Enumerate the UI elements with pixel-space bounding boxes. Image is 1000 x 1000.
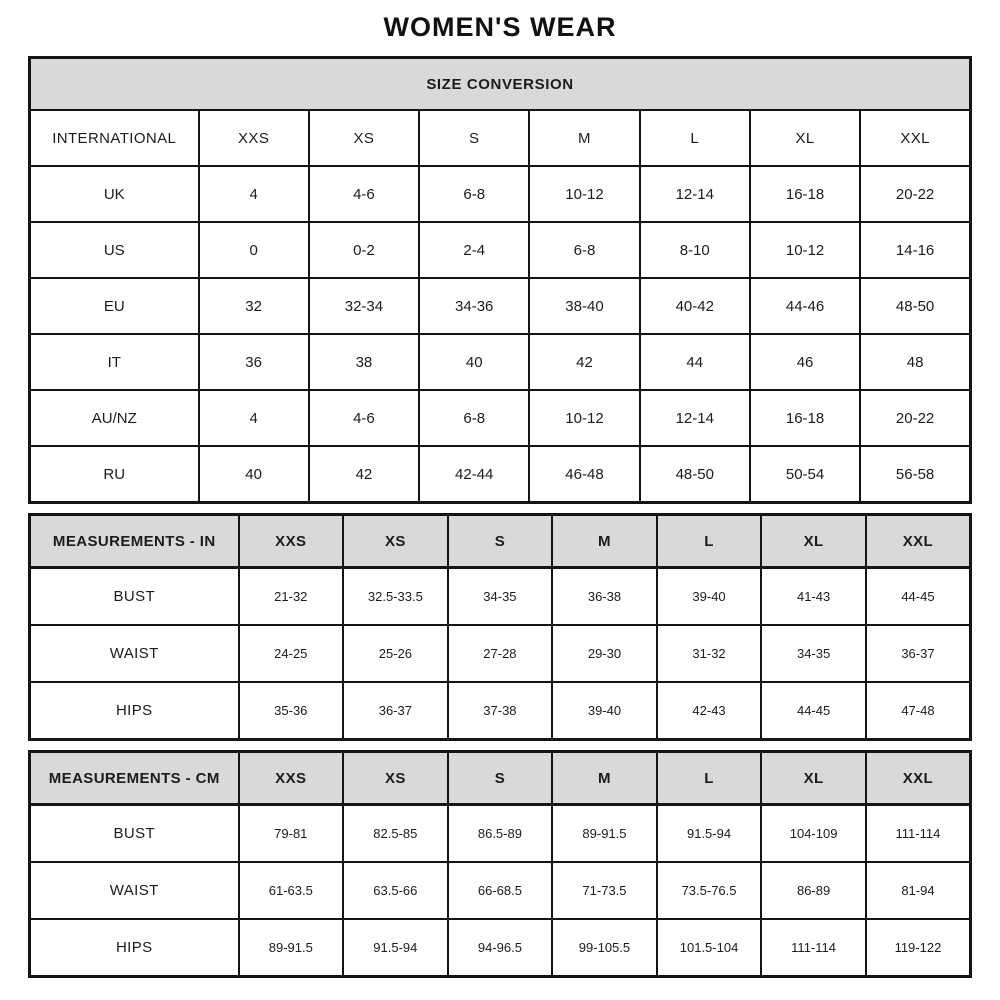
table-cell: 40	[199, 446, 309, 503]
row-label-eu: EU	[30, 278, 199, 334]
column-header-l: L	[657, 752, 762, 805]
table-cell: 91.5-94	[343, 919, 448, 977]
table-cell: 6-8	[419, 390, 529, 446]
row-label-uk: UK	[30, 166, 199, 222]
table-cell: 38-40	[529, 278, 639, 334]
table-cell: 34-36	[419, 278, 529, 334]
table-cell: 99-105.5	[552, 919, 657, 977]
table-cell: 46	[750, 334, 860, 390]
table-cell: 32.5-33.5	[343, 568, 448, 626]
size-conversion-header-row	[30, 110, 971, 166]
table-cell: 46-48	[529, 446, 639, 503]
row-label-it: IT	[30, 334, 199, 390]
column-header-xl: XL	[761, 515, 866, 568]
measurements-cm-title: MEASUREMENTS - CM	[30, 752, 239, 805]
table-cell: 40	[419, 334, 529, 390]
table-cell: 42-44	[419, 446, 529, 503]
table-cell: 48-50	[640, 446, 750, 503]
table-row-waist-cm	[30, 862, 971, 919]
table-cell: 36	[199, 334, 309, 390]
table-row-uk	[30, 166, 971, 222]
column-header-xxl: XXL	[860, 110, 970, 166]
table-cell: 12-14	[640, 166, 750, 222]
table-cell: 34-35	[448, 568, 553, 626]
table-cell: 42	[529, 334, 639, 390]
table-cell: 50-54	[750, 446, 860, 503]
table-cell: 86-89	[761, 862, 866, 919]
table-cell: 111-114	[866, 805, 971, 863]
table-cell: 35-36	[239, 682, 344, 740]
table-cell: 39-40	[657, 568, 762, 626]
column-header-xxl: XXL	[866, 515, 971, 568]
table-cell: 42-43	[657, 682, 762, 740]
table-row-bust-cm	[30, 805, 971, 863]
measurements-cm-table	[28, 750, 972, 978]
column-header-xxl: XXL	[866, 752, 971, 805]
table-cell: 32	[199, 278, 309, 334]
table-cell: 36-37	[343, 682, 448, 740]
table-cell: 16-18	[750, 390, 860, 446]
table-cell: 29-30	[552, 625, 657, 682]
row-label-hips: HIPS	[30, 682, 239, 740]
table-cell: 61-63.5	[239, 862, 344, 919]
table-cell: 12-14	[640, 390, 750, 446]
table-cell: 42	[309, 446, 419, 503]
table-row-us	[30, 222, 971, 278]
column-header-xl: XL	[750, 110, 860, 166]
measurements-in-header-row	[30, 515, 971, 568]
table-cell: 40-42	[640, 278, 750, 334]
row-label-bust: BUST	[30, 805, 239, 863]
row-label-ru: RU	[30, 446, 199, 503]
table-cell: 71-73.5	[552, 862, 657, 919]
table-cell: 0	[199, 222, 309, 278]
table-cell: 25-26	[343, 625, 448, 682]
table-cell: 24-25	[239, 625, 344, 682]
table-cell: 4-6	[309, 166, 419, 222]
table-row-bust-in	[30, 568, 971, 626]
table-cell: 111-114	[761, 919, 866, 977]
table-row-aunz	[30, 390, 971, 446]
table-cell: 14-16	[860, 222, 970, 278]
table-cell: 66-68.5	[448, 862, 553, 919]
table-row-it	[30, 334, 971, 390]
table-cell: 89-91.5	[552, 805, 657, 863]
size-conversion-banner-row	[30, 58, 971, 111]
row-label-aunz: AU/NZ	[30, 390, 199, 446]
table-cell: 94-96.5	[448, 919, 553, 977]
table-cell: 41-43	[761, 568, 866, 626]
table-cell: 119-122	[866, 919, 971, 977]
column-header-xs: XS	[309, 110, 419, 166]
table-cell: 2-4	[419, 222, 529, 278]
table-cell: 20-22	[860, 390, 970, 446]
page-title: WOMEN'S WEAR	[383, 12, 617, 42]
measurements-in-table	[28, 513, 972, 741]
table-cell: 16-18	[750, 166, 860, 222]
table-cell: 44-45	[761, 682, 866, 740]
table-cell: 101.5-104	[657, 919, 762, 977]
table-cell: 44-46	[750, 278, 860, 334]
column-header-m: M	[552, 515, 657, 568]
table-cell: 0-2	[309, 222, 419, 278]
table-cell: 48-50	[860, 278, 970, 334]
table-row-eu	[30, 278, 971, 334]
measurements-cm-header-row	[30, 752, 971, 805]
table-cell: 81-94	[866, 862, 971, 919]
table-cell: 4-6	[309, 390, 419, 446]
column-header-l: L	[640, 110, 750, 166]
size-conversion-title: SIZE CONVERSION	[30, 58, 971, 111]
table-cell: 4	[199, 166, 309, 222]
table-row-ru	[30, 446, 971, 503]
table-row-hips-in	[30, 682, 971, 740]
column-header-international: INTERNATIONAL	[30, 110, 199, 166]
table-cell: 10-12	[529, 390, 639, 446]
column-header-xxs: XXS	[239, 752, 344, 805]
column-header-m: M	[552, 752, 657, 805]
table-cell: 104-109	[761, 805, 866, 863]
row-label-bust: BUST	[30, 568, 239, 626]
table-cell: 73.5-76.5	[657, 862, 762, 919]
column-header-xs: XS	[343, 752, 448, 805]
row-label-us: US	[30, 222, 199, 278]
table-cell: 20-22	[860, 166, 970, 222]
row-label-hips: HIPS	[30, 919, 239, 977]
table-cell: 27-28	[448, 625, 553, 682]
table-cell: 47-48	[866, 682, 971, 740]
table-cell: 79-81	[239, 805, 344, 863]
table-cell: 10-12	[529, 166, 639, 222]
table-cell: 6-8	[529, 222, 639, 278]
measurements-in-title: MEASUREMENTS - IN	[30, 515, 239, 568]
column-header-l: L	[657, 515, 762, 568]
table-cell: 10-12	[750, 222, 860, 278]
table-cell: 44-45	[866, 568, 971, 626]
table-cell: 36-38	[552, 568, 657, 626]
row-label-waist: WAIST	[30, 862, 239, 919]
table-cell: 39-40	[552, 682, 657, 740]
table-cell: 91.5-94	[657, 805, 762, 863]
table-row-waist-in	[30, 625, 971, 682]
table-cell: 37-38	[448, 682, 553, 740]
column-header-xl: XL	[761, 752, 866, 805]
column-header-m: M	[529, 110, 639, 166]
column-header-xs: XS	[343, 515, 448, 568]
table-cell: 38	[309, 334, 419, 390]
table-cell: 44	[640, 334, 750, 390]
table-cell: 48	[860, 334, 970, 390]
row-label-waist: WAIST	[30, 625, 239, 682]
table-cell: 63.5-66	[343, 862, 448, 919]
table-cell: 21-32	[239, 568, 344, 626]
column-header-s: S	[448, 752, 553, 805]
table-cell: 56-58	[860, 446, 970, 503]
table-cell: 89-91.5	[239, 919, 344, 977]
table-cell: 8-10	[640, 222, 750, 278]
table-cell: 82.5-85	[343, 805, 448, 863]
column-header-s: S	[448, 515, 553, 568]
size-conversion-table	[28, 56, 972, 504]
column-header-xxs: XXS	[239, 515, 344, 568]
table-cell: 6-8	[419, 166, 529, 222]
table-cell: 32-34	[309, 278, 419, 334]
table-cell: 34-35	[761, 625, 866, 682]
table-cell: 86.5-89	[448, 805, 553, 863]
table-cell: 4	[199, 390, 309, 446]
column-header-xxs: XXS	[199, 110, 309, 166]
table-cell: 31-32	[657, 625, 762, 682]
table-row-hips-cm	[30, 919, 971, 977]
column-header-s: S	[419, 110, 529, 166]
table-cell: 36-37	[866, 625, 971, 682]
